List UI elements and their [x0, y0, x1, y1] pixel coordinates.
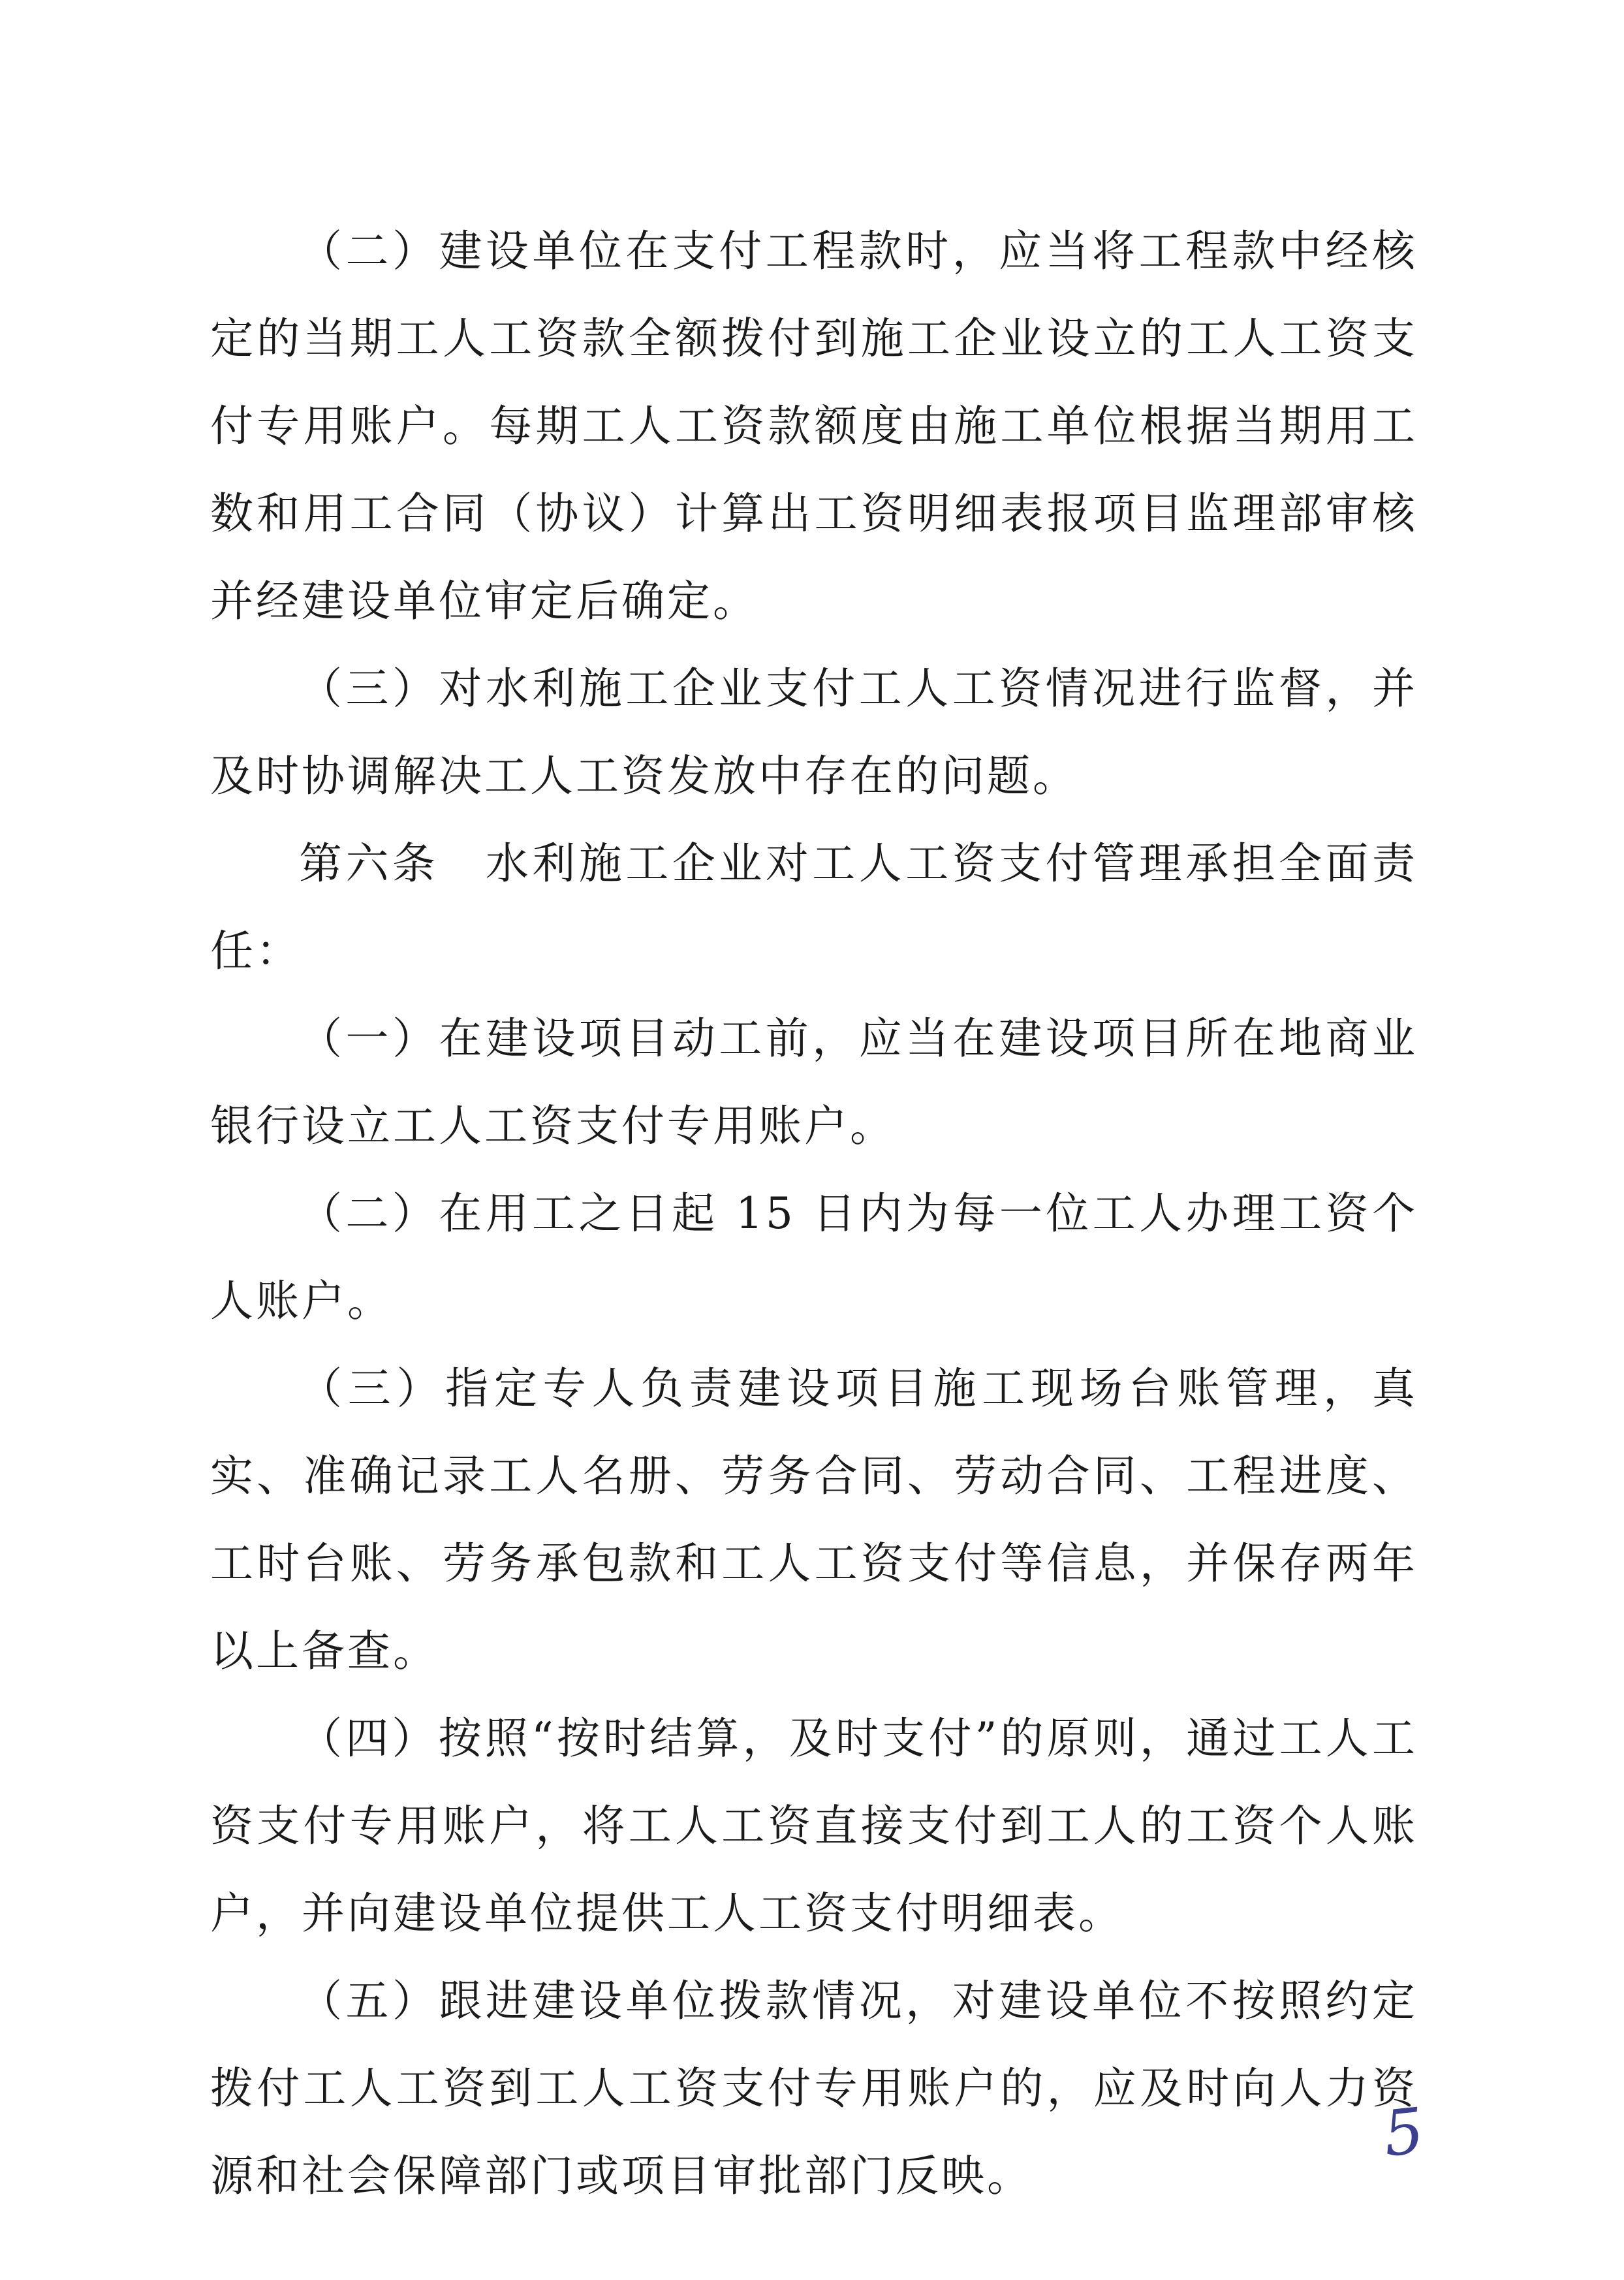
document-body: [210, 208, 1418, 2220]
paragraph-personal-account: （二）在用工之日起 15 日内为每一位工人办理工资个人账户。: [210, 1188, 1418, 1326]
paragraph-special-account: （一）在建设项目动工前，应当在建设项目所在地商业银行设立工人工资支付专用账户。: [210, 1013, 1418, 1151]
paragraph-supervision: （三）对水利施工企业支付工人工资情况进行监督，并及时协调解决工人工资发放中存在的问题。: [210, 663, 1418, 801]
paragraph-timely-payment: （四）按照“按时结算，及时支付”的原则，通过工人工资支付专用账户，将工人工资直接支付到工人的工资个人账户，并向建设单位提供工人工资支付明细表。: [210, 1713, 1418, 1939]
paragraph-article-six: 第六条 水利施工企业对工人工资支付管理承担全面责任：: [210, 838, 1418, 976]
paragraph-report-arrears: （五）跟进建设单位拨款情况，对建设单位不按照约定拨付工人工资到工人工资支付专用账户的，应及时向人力资源和社会保障部门或项目审批部门反映。: [210, 1976, 1418, 2201]
paragraph-payment-allocation: （二）建设单位在支付工程款时，应当将工程款中经核定的当期工人工资款全额拨付到施工企业设立的工人工资支付专用账户。每期工人工资款额度由施工单位根据当期用工数和用工合同（协议）计算出工资明细表报项目监理部审核并经建设单位审定后确定。: [210, 226, 1418, 626]
page-number: 5: [1380, 2094, 1428, 2171]
paragraph-ledger-management: （三）指定专人负责建设项目施工现场台账管理，真实、准确记录工人名册、劳务合同、劳动合同、工程进度、工时台账、劳务承包款和工人工资支付等信息，并保存两年以上备查。: [210, 1363, 1418, 1676]
